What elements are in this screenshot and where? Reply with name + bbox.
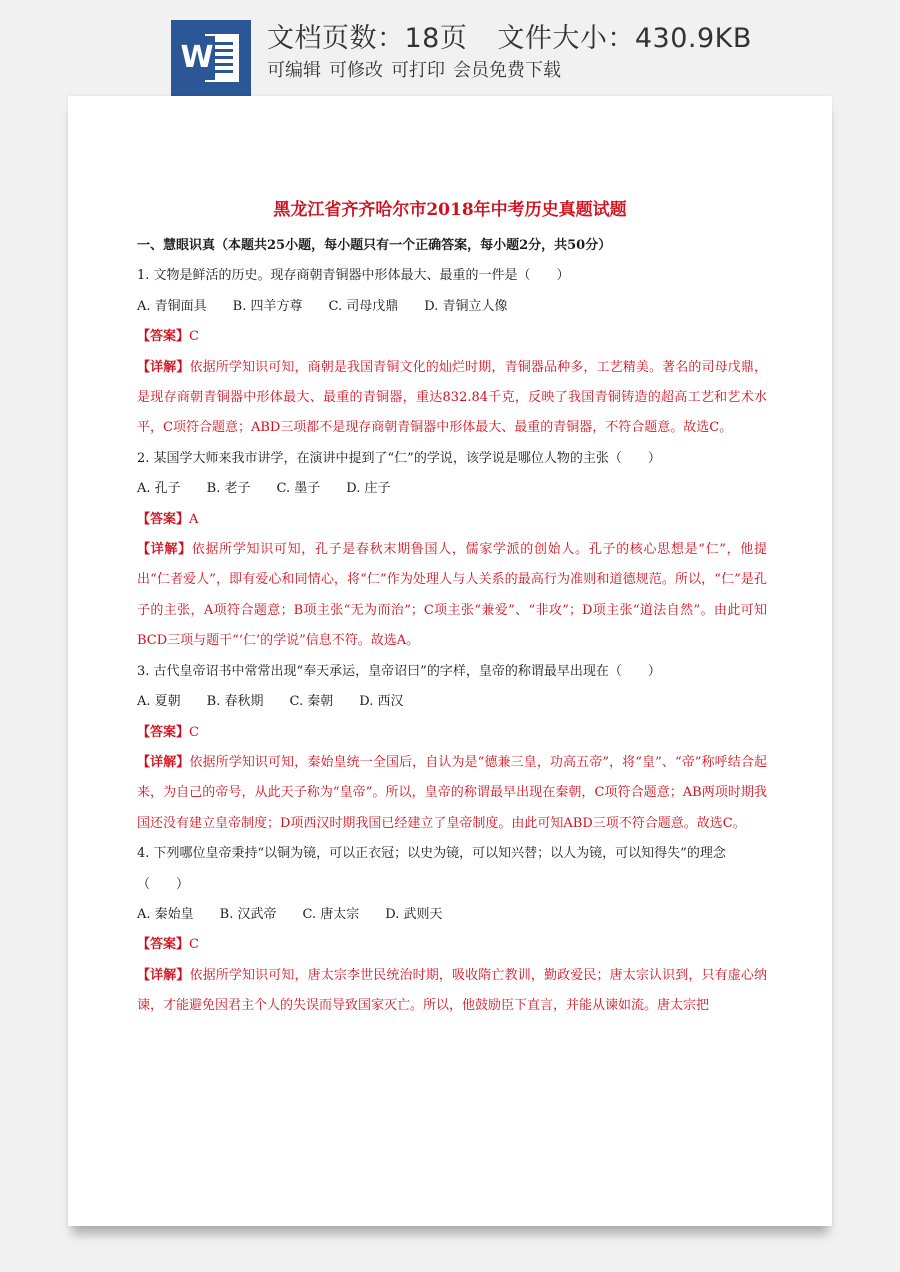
feature-editable: 可编辑 [267,60,321,81]
section-heading: 一、慧眼识真（本题共25小题，每小题只有一个正确答案，每小题2分，共50分） [137,238,612,253]
option-c: C. 司母戊鼎 [328,298,399,314]
explanation-text: 依据所学知识可知，孔子是春秋末期鲁国人，儒家学派的创始人。孔子的核心思想是“仁”，他提出“仁者爱人”，即有爱心和同情心，将“仁”作为处理人与人关系的最高行为准则和道德规范。所以，“仁”是孔子的主张，A项符合题意；B项主张“无为而治”；C项主张“兼爱”、“非攻”；D项主张“道法自然”。由此可知BCD三项与题干“‘仁’的学说”信息不符。故选A。 [137,542,767,649]
option-a: A. 青铜面具 [137,298,207,314]
option-c: C. 墨子 [276,481,321,497]
explanation-text: 依据所学知识可知，商朝是我国青铜文化的灿烂时期，青铜器品种多，工艺精美。著名的司母戊鼎，是现存商朝青铜器中形体最大、最重的青铜器，重达832.84千克，反映了我国青铜铸造的超高工艺和艺术水平，C项符合题意；ABD三项都不是现存商朝青铜器中形体最大、最重的青铜器，不符合题意。故选C。 [137,359,767,436]
option-c: C. 秦朝 [289,694,334,710]
feature-member-download: 会员免费下载 [453,60,561,81]
option-b: B. 四羊方尊 [232,298,303,314]
option-d: D. 西汉 [359,694,404,710]
explanation-text: 依据所学知识可知，唐太宗李世民统治时期，吸收隋亡教训，勤政爱民；唐太宗认识到，只有虚心纳谏，才能避免因君主个人的失误而导致国家灭亡。所以，他鼓励臣下直言，并能从谏如流。唐太宗把 [137,967,767,1014]
explanation-tag: 【详解】 [137,967,190,983]
question-stem: 3. 古代皇帝诏书中常常出现“奉天承运，皇帝诏曰”的字样，皇帝的称谓最早出现在（ ） [137,663,661,679]
question-stem: 2. 某国学大师来我市讲学，在演讲中提到了“仁”的学说，该学说是哪位人物的主张（ ） [137,450,661,466]
answer-tag: 【答案】 [137,329,190,345]
explanation [137,353,767,444]
page-count: 文档页数：18页 [267,23,468,54]
question-options [137,900,767,930]
answer-tag: 【答案】 [137,937,190,953]
explanation-tag: 【详解】 [137,359,190,375]
feature-list [267,56,569,82]
option-d: D. 庄子 [346,481,391,497]
answer-tag: 【答案】 [137,511,190,527]
question-options [137,474,767,504]
option-b: B. 老子 [206,481,251,497]
option-d: D. 武则天 [385,906,443,922]
answer-value: C [189,329,199,345]
option-b: B. 汉武帝 [219,906,277,922]
file-meta-line [267,16,752,55]
feature-printable: 可打印 [391,60,445,81]
explanation [137,961,767,1022]
answer-line [137,322,767,352]
option-a: A. 秦始皇 [137,906,194,922]
option-c: C. 唐太宗 [302,906,360,922]
explanation-tag: 【详解】 [137,542,192,558]
answer-value: C [189,724,199,740]
explanation [137,535,767,657]
option-a: A. 夏朝 [137,694,181,710]
word-document-icon [171,20,251,96]
question-options [137,292,767,322]
option-b: B. 春秋期 [206,694,264,710]
question-stem: 1. 文物是鲜活的历史。现存商朝青铜器中形体最大、最重的一件是（ ） [137,268,570,284]
answer-tag: 【答案】 [137,724,190,740]
document-page [68,96,832,1226]
answer-line [137,505,767,535]
explanation-tag: 【详解】 [137,754,190,770]
file-size: 文件大小：430.9KB [497,23,752,54]
answer-value: A [189,511,199,527]
explanation-text: 依据所学知识可知，秦始皇统一全国后，自认为是“德兼三皇，功高五帝”，将“皇”、“帝”称呼结合起来，为自己的帝号，从此天子称为“皇帝”。所以，皇帝的称谓最早出现在秦朝，C项符合题意；AB两项时期我国还没有建立皇帝制度；D项西汉时期我国已经建立了皇帝制度。由此可知ABD三项不符合题意。故选C。 [137,754,767,831]
option-a: A. 孔子 [137,481,181,497]
option-d: D. 青铜立人像 [424,298,508,314]
question-options [137,687,767,717]
answer-value: C [189,937,199,953]
document-title: 黑龙江省齐齐哈尔市2018年中考历史真题试题 [273,200,627,220]
explanation [137,748,767,839]
document-info-header [0,0,900,96]
document-body [137,231,767,1022]
feature-modifiable: 可修改 [329,60,383,81]
word-letter: W [179,36,215,80]
answer-line [137,718,767,748]
answer-line [137,930,767,960]
question-stem: 4. 下列哪位皇帝秉持“以铜为镜，可以正衣冠；以史为镜，可以知兴替；以人为镜，可以知得失”的理念（ ） [137,846,726,892]
